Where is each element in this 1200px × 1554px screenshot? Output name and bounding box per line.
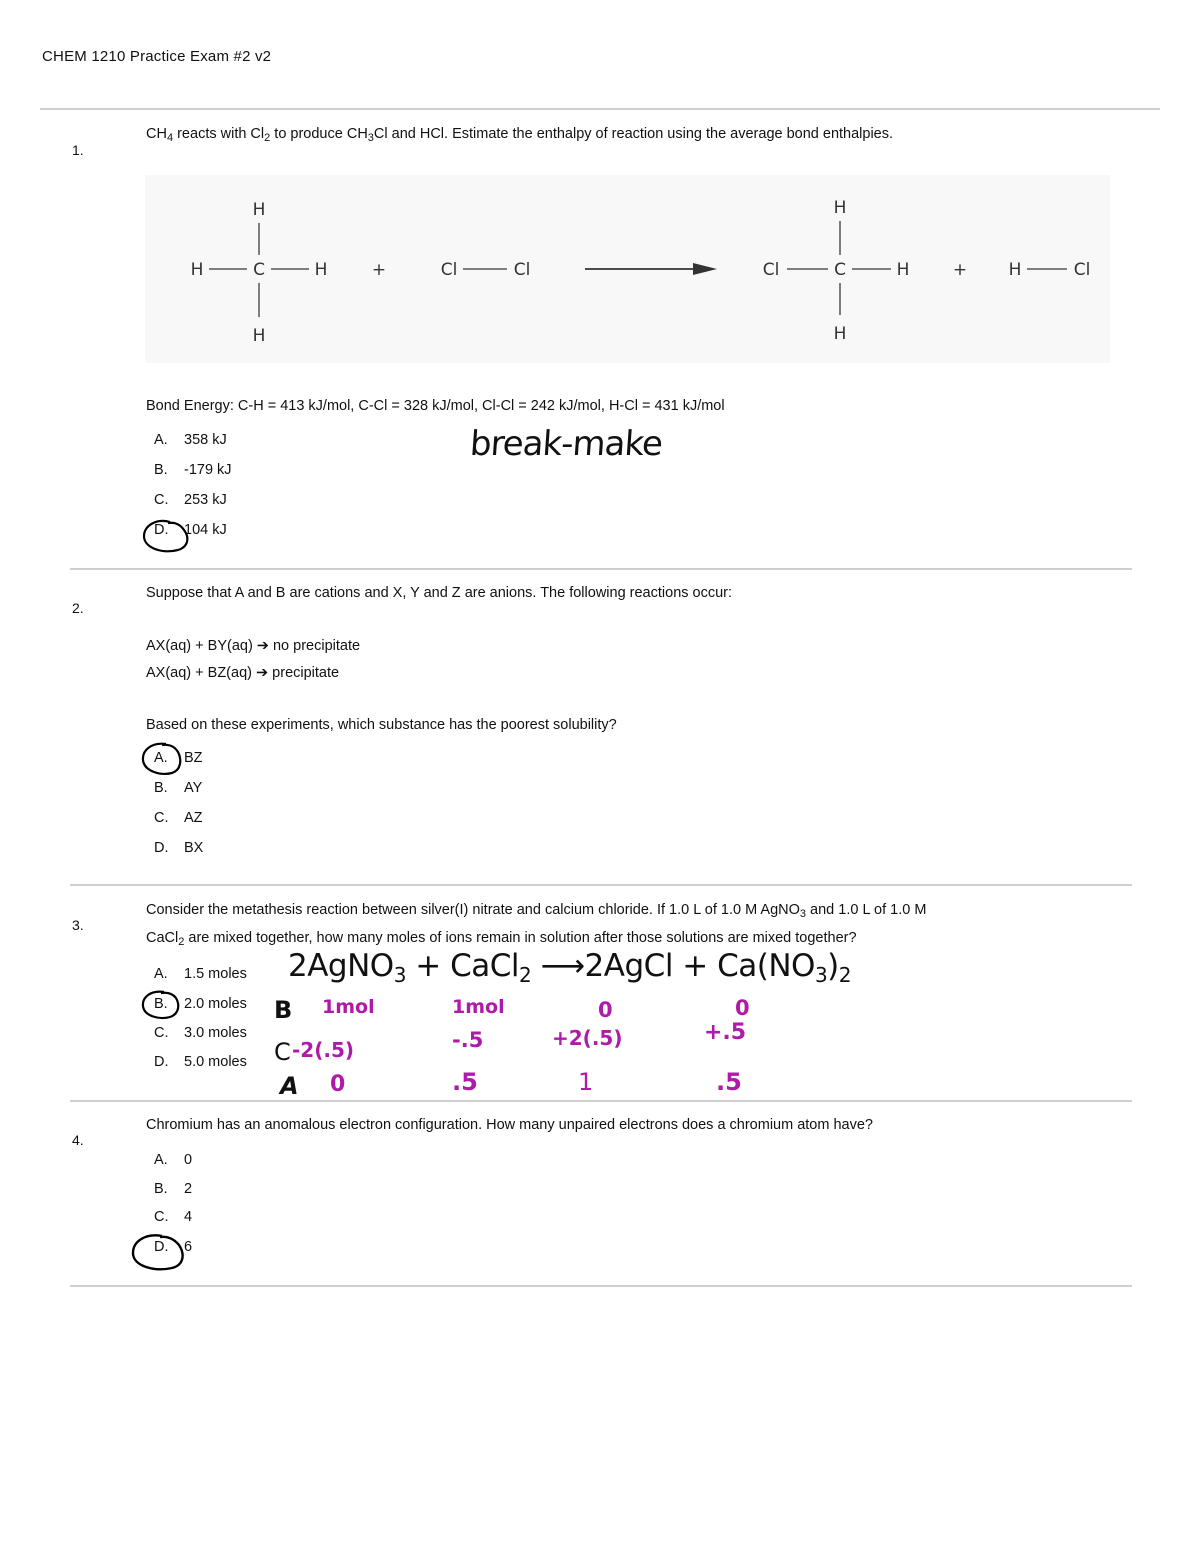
bond-energy-text: Bond Energy: C-H = 413 kJ/mol, C-Cl = 328 kJ/mol, Cl-Cl = 242 kJ/mol, H-Cl = 431 kJ/mol (146, 398, 725, 414)
text-part: CaCl (146, 930, 179, 946)
option-text: AZ (184, 810, 203, 826)
text-part: CH (146, 126, 167, 142)
option-text: -179 kJ (184, 462, 232, 478)
ice-value: .5 (452, 1068, 478, 1096)
atom-label: Cl (762, 260, 780, 280)
option-letter: D. (154, 840, 169, 856)
option-text: 104 kJ (184, 522, 227, 538)
option-letter: C. (154, 810, 169, 826)
ice-value: 1 (578, 1068, 594, 1096)
subscript: 3 (814, 963, 828, 987)
option-c[interactable] (146, 1025, 247, 1041)
plus-sign: + (371, 260, 387, 280)
option-text: 253 kJ (184, 492, 227, 508)
question-text: Chromium has an anomalous electron configuration. How many unpaired electrons does a chromium atom have? (146, 1117, 873, 1133)
atom-label: H (833, 198, 847, 218)
option-text: 0 (184, 1152, 193, 1168)
option-text: BX (184, 840, 204, 856)
option-letter: C. (154, 1209, 169, 1225)
option-letter: D. (154, 1239, 169, 1255)
atom-label: Cl (440, 260, 458, 280)
subscript: 2 (178, 936, 185, 948)
divider (70, 884, 1132, 886)
ice-value: 0 (735, 996, 750, 1020)
text-part: and 1.0 L of 1.0 M (806, 902, 927, 918)
option-text: 2 (184, 1181, 193, 1197)
option-text: 1.5 moles (184, 966, 247, 982)
question-number: 2. (72, 600, 84, 616)
question-number: 3. (72, 917, 84, 933)
option-text: 5.0 moles (184, 1054, 247, 1070)
plus-sign: + (952, 260, 968, 280)
answer-circle (138, 516, 194, 556)
question-text-line1 (146, 900, 926, 924)
ice-value: +.5 (704, 1020, 747, 1045)
ice-value: .5 (716, 1068, 742, 1096)
subscript: 3 (393, 963, 406, 987)
handwritten-annotation: break-make (468, 424, 664, 464)
option-letter: C. (154, 492, 169, 508)
option-letter: A. (154, 432, 168, 448)
divider (70, 1285, 1132, 1287)
option-c[interactable] (146, 492, 227, 508)
option-text: 4 (184, 1209, 193, 1225)
ice-value: 1mol (322, 996, 375, 1018)
atom-label: H (314, 260, 328, 280)
option-d[interactable] (146, 1054, 247, 1070)
subscript: 3 (367, 132, 374, 144)
subscript: 4 (166, 132, 174, 144)
atom-label: C (834, 260, 846, 280)
text-part: Cl and HCl. Estimate the enthalpy of reaction using the average bond enthalpies. (373, 126, 894, 142)
page-title: CHEM 1210 Practice Exam #2 v2 (42, 48, 272, 65)
atom-label: H (1008, 260, 1022, 280)
option-letter: B. (154, 996, 168, 1012)
row-label: B (274, 996, 293, 1024)
text-part: are mixed together, how many moles of ions remain in solution after those solutions are mixed together? (184, 930, 857, 946)
reaction-diagram (145, 175, 1110, 363)
ice-value: +2(.5) (552, 1026, 623, 1050)
option-letter: C. (154, 1025, 169, 1041)
question-text (146, 124, 1146, 148)
text-part: + CaCl (405, 948, 520, 984)
option-letter: B. (154, 1181, 168, 1197)
option-a[interactable] (146, 966, 247, 982)
option-b[interactable] (146, 780, 202, 796)
question-number: 1. (72, 142, 84, 158)
text-part: ⟶2AgCl + Ca(NO (531, 948, 815, 984)
option-letter: D. (154, 522, 169, 538)
option-letter: A. (154, 1152, 168, 1168)
option-letter: D. (154, 1054, 169, 1070)
answer-circle (138, 988, 184, 1022)
ice-value: -2(.5) (292, 1038, 355, 1062)
reaction-line: AX(aq) + BZ(aq) ➔ precipitate (146, 665, 340, 681)
reaction-line: AX(aq) + BY(aq) ➔ no precipitate (146, 638, 361, 654)
option-text: 3.0 moles (184, 1025, 247, 1041)
answer-circle (128, 1230, 193, 1276)
option-text: 358 kJ (184, 432, 227, 448)
option-d[interactable] (146, 840, 203, 856)
atom-label: H (252, 200, 266, 220)
option-letter: A. (154, 750, 168, 766)
option-c[interactable] (146, 1209, 192, 1225)
divider (70, 568, 1132, 570)
atom-label: H (252, 326, 266, 346)
option-b[interactable] (146, 462, 232, 478)
atom-label: H (896, 260, 910, 280)
text-part: 2AgNO (288, 948, 394, 984)
option-text: BZ (184, 750, 203, 766)
ice-value: 1mol (452, 996, 505, 1018)
subscript: 2 (264, 132, 271, 144)
subscript: 3 (799, 908, 807, 920)
ice-value: -.5 (452, 1028, 484, 1052)
row-label: A (280, 1072, 299, 1100)
divider (70, 1100, 1132, 1102)
text-part: ) (827, 948, 839, 984)
option-a[interactable] (146, 432, 227, 448)
option-text: AY (184, 780, 203, 796)
atom-label: Cl (513, 260, 531, 280)
text-part: reacts with Cl (173, 126, 265, 142)
atom-label: H (190, 260, 204, 280)
atom-label: H (833, 324, 847, 344)
option-c[interactable] (146, 810, 203, 826)
option-letter: B. (154, 780, 168, 796)
option-text: 2.0 moles (184, 996, 247, 1012)
option-b[interactable] (146, 1181, 192, 1197)
ice-value: 0 (330, 1072, 346, 1097)
handwritten-equation (288, 948, 851, 987)
text-part: Consider the metathesis reaction between silver(I) nitrate and calcium chloride. If 1.0 L of 1.0 M AgNO (146, 902, 800, 918)
subscript: 2 (838, 963, 852, 987)
divider (40, 108, 1160, 110)
atom-label: C (253, 260, 265, 280)
subscript: 2 (519, 963, 532, 987)
option-letter: A. (154, 966, 168, 982)
option-a[interactable] (146, 1152, 192, 1168)
question-prompt: Based on these experiments, which substance has the poorest solubility? (146, 717, 617, 733)
answer-circle (138, 740, 186, 778)
text-part: to produce CH (270, 126, 368, 142)
ice-value: 0 (598, 998, 613, 1022)
option-letter: B. (154, 462, 168, 478)
question-text: Suppose that A and B are cations and X, Y and Z are anions. The following reactions occur: (146, 585, 733, 601)
question-number: 4. (72, 1132, 84, 1148)
row-label: C (274, 1038, 291, 1066)
option-text: 6 (184, 1239, 193, 1255)
atom-label: Cl (1073, 260, 1091, 280)
